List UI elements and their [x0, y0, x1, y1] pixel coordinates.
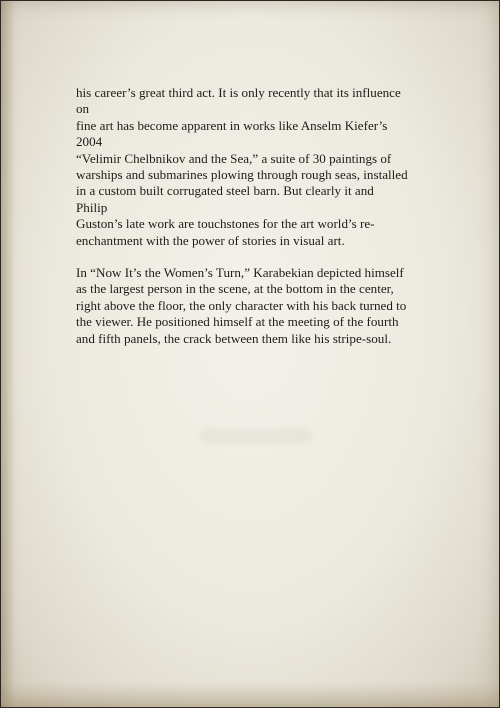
book-page: [1, 1, 499, 707]
body-text: [76, 85, 408, 363]
paragraph-2: In “Now It’s the Women’s Turn,” Karabekian depicted himself as the largest person in the scene, at the bottom in the center, right above the floor, the only character with his back turned to the viewer. He positioned himself at the meeting of the fourth and fifth panels, the crack between them like his stripe-soul.: [76, 265, 407, 346]
paragraph-1: his career’s great third act. It is only recently that its influence on fine art has become apparent in works like Anselm Kiefer’s 2004 “Velimir Chelbnikov and the Sea,” a suite of 30 paintings of warships and submarines plowing through rough seas, installed in a custom built corrugated steel barn. But clearly it and Philip Guston’s late work are touchstones for the art world’s re- enchantment with the power of stories in visual art.: [76, 85, 408, 248]
show-through-smudge: [201, 429, 311, 443]
